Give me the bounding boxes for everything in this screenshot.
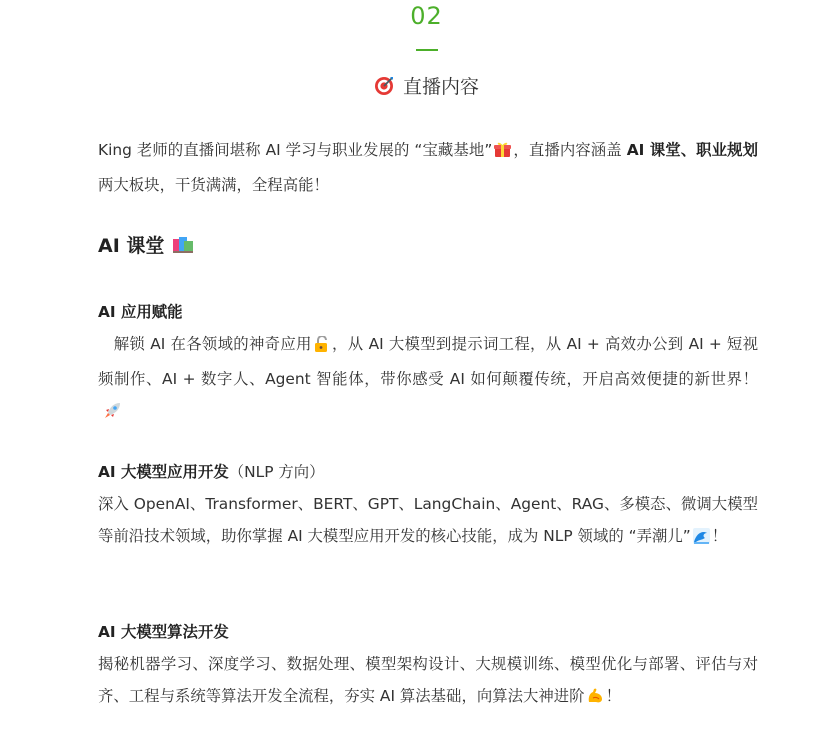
ai-class-heading: AI 课堂 <box>98 231 194 259</box>
wave-icon <box>693 523 710 555</box>
unlock-icon <box>314 331 330 363</box>
block-title-llm-algorithm-dev: AI 大模型算法开发 <box>98 623 229 641</box>
section-title-text: 直播内容 <box>402 76 479 98</box>
intro-paragraph: King 老师的直播间堪称 AI 学习与职业发展的 “宝藏基地” ，直播内容涵盖 AI 课堂、职业规划 两大板块，干货满满，全程高能！ <box>98 134 758 201</box>
gift-icon <box>494 137 511 169</box>
rocket-icon <box>104 398 122 430</box>
target-icon <box>374 76 394 101</box>
section-number: 02 <box>410 2 443 30</box>
block-text-llm-algorithm-dev: 揭秘机器学习、深度学习、数据处理、模型架构设计、大规模训练、模型优化与部署、评估与对齐、工程与系统等算法开发全流程，夯实 AI 算法基础，向算法大神进阶 ！ <box>98 648 758 715</box>
flexed-biceps-icon <box>587 683 604 715</box>
block-text-llm-application-dev: 深入 OpenAI、Transformer、BERT、GPT、LangChain、Agent、RAG、多模态、微调大模型等前沿技术领域，助你掌握 AI 大模型应用开发的核心技能，成为 NLP 领域的 “弄潮儿” ！ <box>98 488 758 555</box>
section-title <box>0 72 823 101</box>
block-text-ai-application: 解锁 AI 在各领域的神奇应用 ，从 AI 大模型到提示词工程，从 AI + 高效办公到 AI + 短视频制作、AI + 数字人、Agent 智能体，带你感受 AI 如何颠覆传统，开启高效便捷的新世界！ <box>98 328 758 430</box>
section-divider <box>416 49 438 51</box>
block-title-ai-application: AI 应用赋能 <box>98 303 183 321</box>
block-title-llm-application-dev: AI 大模型应用开发（NLP 方向） <box>98 463 325 481</box>
books-icon <box>172 236 194 259</box>
